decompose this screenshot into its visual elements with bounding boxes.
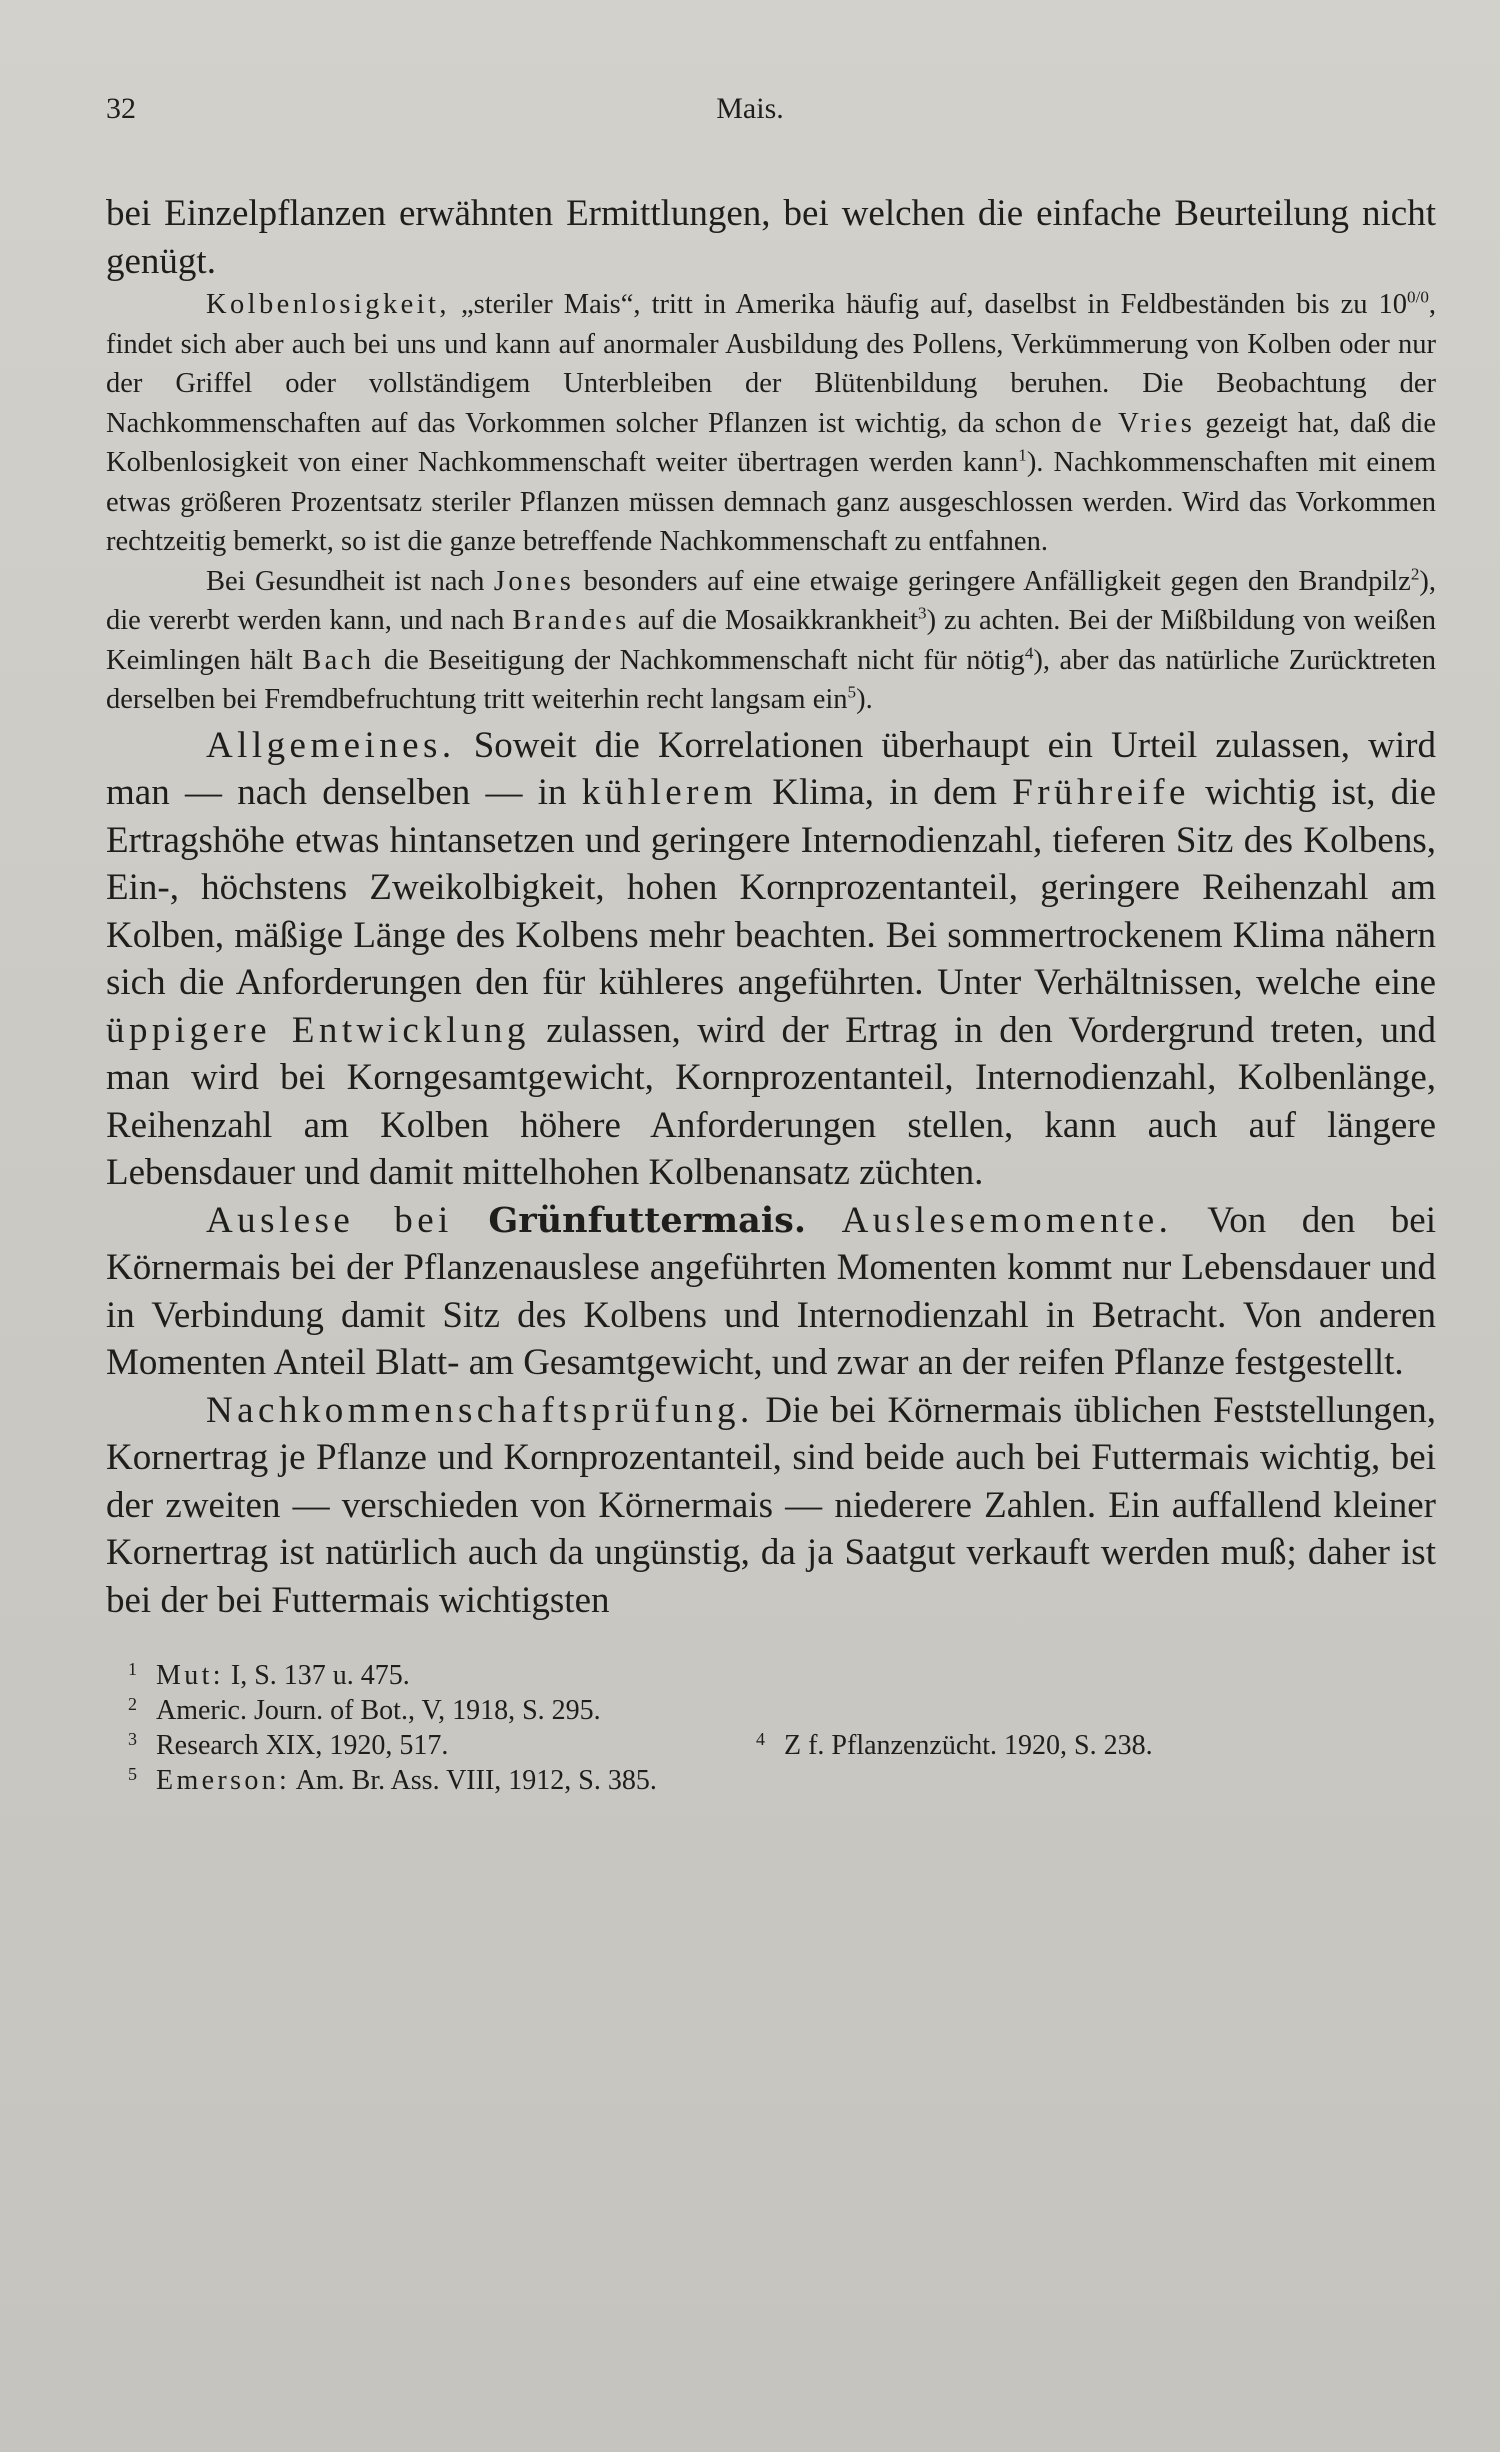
section-heading: Auslese bei [206,1199,453,1241]
footnote-text: Z f. Pflanzenzücht. 1920, S. 238. [784,1730,1153,1761]
text-span: Die bei Körnermais üblichen Feststellungen, Kornertrag je Pflanze und Kornprozentanteil, sind beide auch bei Futtermais wichtig, bei der zweiten — verschieden von Körnermais — niederere Zahlen. Ein auffallend kleiner Kornertrag ist natürlich auch da ungünstig, da ja Saatgut verkauft werden muß; daher ist bei der bei Futtermais wichtigsten [106,1389,1436,1621]
footnote-author: Mut: [156,1660,224,1691]
footnote-ref: 3 [918,603,927,623]
text-span: ). Nachkommenschaften mit einem etwas größeren Prozentsatz steriler Pflanzen müssen demnach ganz ausgeschlossen werden. Wird das Vorkommen rechtzeitig bemerkt, so ist die ganze betreffende Nachkommenschaft zu entfahnen. [106,447,1436,557]
footnote-mark: 5 [128,1764,137,1784]
subsection-heading: Nachkommenschaftsprüfung. [206,1389,754,1431]
author-name: de Vries [1071,407,1196,439]
page-number: 32 [106,92,136,125]
footnote-ref: 2 [1410,564,1420,583]
term-kolbenlosigkeit: Kolbenlosigkeit, [206,289,450,320]
footnote-author: Emerson: [156,1765,291,1796]
text-span: zulassen, wird der Ertrag in den Vordergrund treten, und man wird bei Korngesamtgewicht, Kornprozentanteil, Internodienzahl, Kolbenlänge, Reihenzahl am Kolben höhere Anforderungen stellen, kann auch auf längere Lebensdauer und damit mittelhohen Kolbenansatz züchten. [106,1009,1436,1193]
text-span: Soweit die Korrelationen überhaupt ein Urteil zulassen, wird man — nach denselben — in [106,724,1436,813]
bold-heading: Grünfuttermais. [488,1199,807,1241]
page-header [106,92,1394,136]
paragraph-kolbenlosigkeit [106,285,1436,562]
text-span: die Beseitigung der Nachkommenschaft nicht für nötig [374,644,1025,676]
footnote-5 [106,1763,1436,1798]
footnote-mark: 2 [128,1694,137,1714]
paragraph-gesundheit [106,562,1436,720]
emphasis: Frühreife [1012,772,1190,813]
footnote-ref: 1 [1018,445,1027,465]
footnote-text: Am. Br. Ass. VIII, 1912, S. 385. [290,1765,657,1796]
page-body [106,190,1436,1624]
text-span: , findet sich aber auch bei uns und kann auf anormaler Ausbildung des Pollens, Verkümmerung von Kolben oder nur der Griffel oder vollständigem Unterbleiben der Blütenbildung beruhen. Die Beobachtung der Nachkommenschaften auf das Vorkommen solcher Pflanzen ist wichtig, da schon [106,289,1436,439]
footnote-ref: 5 [847,682,857,702]
text-span: ) zu achten. Bei der Mißbildung von weißen Keimlingen hält [106,605,1436,676]
section-heading: Allgemeines. [206,724,456,766]
paragraph-nachkommenschaft [106,1387,1436,1625]
percent-sign: 0/0 [1407,287,1429,307]
emphasis: üppigere Entwicklung [106,1009,530,1051]
author-name: Bach [302,644,375,676]
footnote-text: I, S. 137 u. 475. [223,1660,410,1691]
text-span: „steriler Mais“, tritt in Amerika häufig auf, daselbst in Feldbeständen bis zu 10 [449,289,1408,320]
subsection-heading: Auslesemomente. [841,1199,1173,1241]
author-name: Brandes [512,605,630,636]
paragraph-allgemeines [106,722,1436,1197]
footnote-mark: 4 [756,1729,765,1749]
footnote-ref: 4 [1024,643,1034,662]
footnote-2 [106,1693,1436,1728]
text-span: wichtig ist, die Ertragshöhe etwas hintansetzen und geringere Internodienzahl, tieferen Sitz des Kolbens, Ein-, höchstens Zweikolbigkeit, hohen Kornprozentanteil, geringere Reihenzahl am Kolben, mäßige Länge des Kolbens mehr beachten. Bei sommertrockenem Klima nähern sich die Anforderungen den für kühleres angeführten. Unter Verhältnissen, welche eine [106,772,1436,1003]
footnote-mark: 1 [128,1659,137,1679]
text-span: ). [856,684,873,715]
footnote-1 [106,1658,1436,1693]
emphasis: kühlerem [581,772,758,813]
text-span: ), die vererbt werden kann, und nach [106,565,1436,636]
footnote-4 [756,1728,1153,1763]
running-title: Mais. [716,92,784,125]
author-name: Jones [493,565,575,597]
text-span: Von den bei Körnermais bei der Pflanzenauslese angeführten Momenten kommt nur Lebensdauer und in Verbindung damit Sitz des Kolbens und Internodienzahl in Betracht. Von anderen Momenten Anteil Blatt- am Gesamtgewicht, und zwar an der reifen Pflanze festgestellt. [106,1199,1437,1383]
text-span: auf die Mosaikkrankheit [629,605,919,636]
paragraph-continuation: bei Einzelpflanzen erwähnten Ermittlungen, bei welchen die einfache Beurteilung nicht genügt. [106,193,1436,282]
paragraph-gruenfuttermais [106,1197,1436,1387]
text-span: gezeigt hat, daß die Kolbenlosigkeit von einer Nachkommenschaft weiter übertragen werden kann [106,407,1436,478]
footnote-mark: 3 [128,1729,137,1749]
footnote-text: Americ. Journ. of Bot., V, 1918, S. 295. [156,1695,601,1726]
footnotes [106,1658,1436,1798]
text-span: Bei Gesundheit ist nach [206,565,494,597]
text-span: Klima, in dem [757,772,1013,813]
text-span: ), aber das natürliche Zurücktreten derselben bei Fremdbefruchtung tritt weiterhin recht langsam ein [106,644,1436,715]
text-span: besonders auf eine etwaige geringere Anfälligkeit gegen den Brandpilz [574,565,1411,597]
footnote-3-4 [106,1728,1436,1763]
footnote-text: Research XIX, 1920, 517. [156,1730,449,1761]
